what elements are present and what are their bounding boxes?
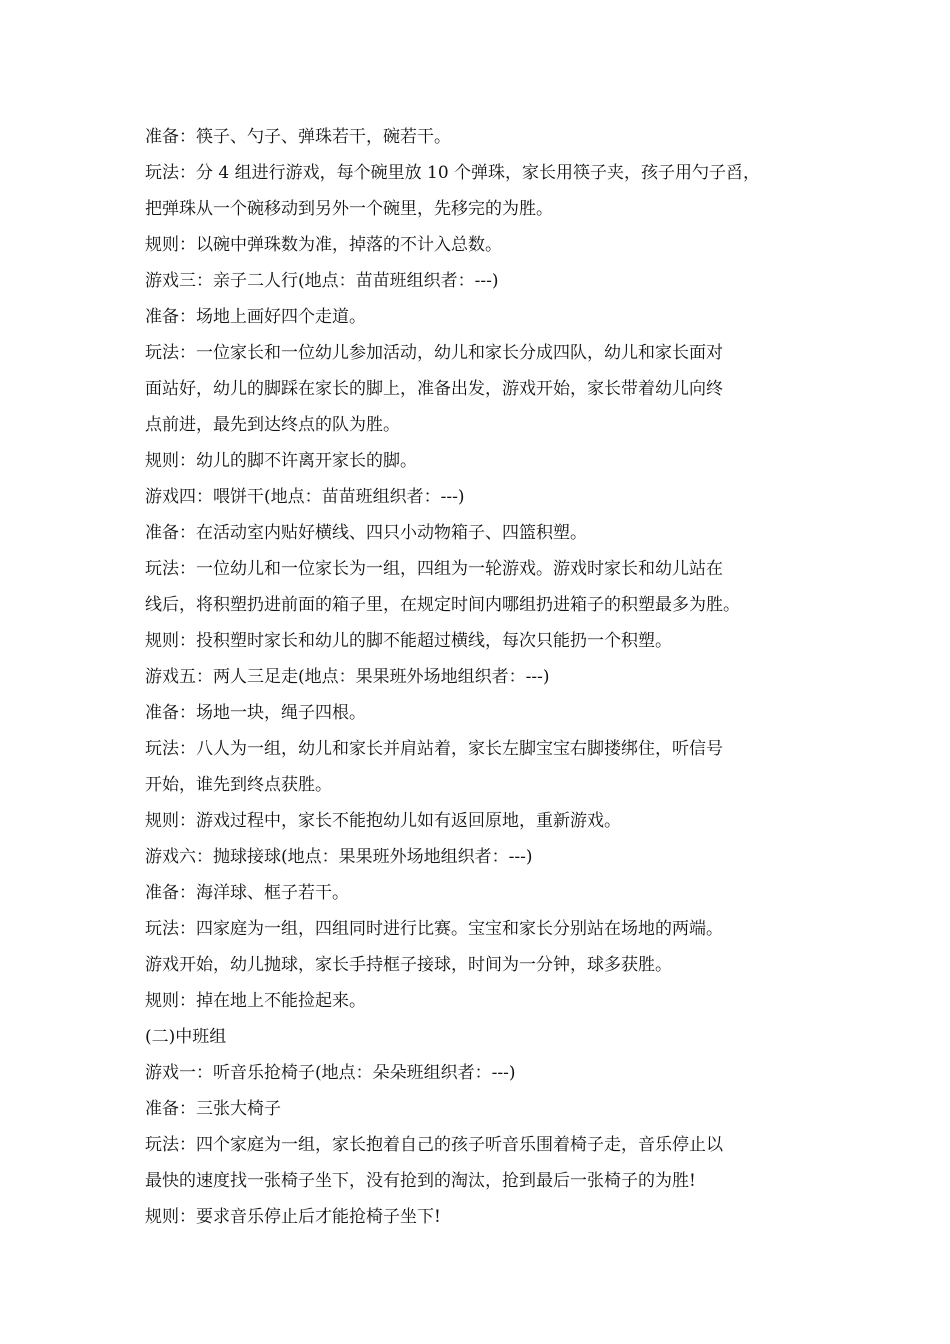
text-line: 游戏开始，幼儿抛球，家长手持框子接球，时间为一分钟，球多获胜。 (145, 955, 672, 975)
text-line: 准备：海洋球、框子若干。 (145, 883, 349, 903)
text-line: 规则：投积塑时家长和幼儿的脚不能超过横线，每次只能扔一个积塑。 (145, 631, 672, 651)
text-line: 规则：要求音乐停止后才能抢椅子坐下! (145, 1207, 441, 1227)
section-heading: 游戏四：喂饼干(地点：苗苗班组织者：---) (145, 487, 465, 507)
text-line: 面站好，幼儿的脚踩在家长的脚上，准备出发，游戏开始，家长带着幼儿向终 (145, 379, 723, 399)
text-line: 玩法：四个家庭为一组，家长抱着自己的孩子听音乐围着椅子走，音乐停止以 (145, 1135, 723, 1155)
text-line: 玩法：八人为一组，幼儿和家长并肩站着，家长左脚宝宝右脚搂绑住，听信号 (145, 739, 723, 759)
section-heading: 游戏三：亲子二人行(地点：苗苗班组织者：---) (145, 271, 499, 291)
text-line: 玩法：一位幼儿和一位家长为一组，四组为一轮游戏。游戏时家长和幼儿站在 (145, 559, 723, 579)
text-line: 玩法：一位家长和一位幼儿参加活动，幼儿和家长分成四队，幼儿和家长面对 (145, 343, 723, 363)
text-line: 点前进，最先到达终点的队为胜。 (145, 415, 400, 435)
text-line: 规则：游戏过程中，家长不能抱幼儿如有返回原地，重新游戏。 (145, 811, 621, 831)
text-line: 规则：掉在地上不能捡起来。 (145, 991, 366, 1011)
text-line: 准备：三张大椅子 (145, 1099, 281, 1119)
text-line: 玩法：分 4 组进行游戏，每个碗里放 10 个弹珠，家长用筷子夹，孩子用勺子舀， (145, 163, 761, 183)
section-heading: 游戏五：两人三足走(地点：果果班外场地组织者：---) (145, 667, 550, 687)
document-body (145, 119, 825, 1235)
text-line: 准备：场地一块，绳子四根。 (145, 703, 366, 723)
section-heading: 游戏一：听音乐抢椅子(地点：朵朵班组织者：---) (145, 1063, 516, 1083)
text-line: 线后，将积塑扔进前面的箱子里，在规定时间内哪组扔进箱子的积塑最多为胜。 (145, 595, 740, 615)
text-line: 规则：幼儿的脚不许离开家长的脚。 (145, 451, 417, 471)
text-line: 准备：筷子、勺子、弹珠若干，碗若干。 (145, 127, 451, 147)
text-line: 把弹珠从一个碗移动到另外一个碗里，先移完的为胜。 (145, 199, 553, 219)
text-line: 开始，谁先到终点获胜。 (145, 775, 332, 795)
text-line: 玩法：四家庭为一组，四组同时进行比赛。宝宝和家长分别站在场地的两端。 (145, 919, 723, 939)
text-line: 最快的速度找一张椅子坐下，没有抢到的淘汰，抢到最后一张椅子的为胜! (145, 1171, 696, 1191)
group-heading: (二)中班组 (145, 1027, 227, 1047)
section-heading: 游戏六：抛球接球(地点：果果班外场地组织者：---) (145, 847, 533, 867)
text-line: 准备：场地上画好四个走道。 (145, 307, 366, 327)
text-line: 规则：以碗中弹珠数为准，掉落的不计入总数。 (145, 235, 502, 255)
text-line: 准备：在活动室内贴好横线、四只小动物箱子、四篮积塑。 (145, 523, 587, 543)
